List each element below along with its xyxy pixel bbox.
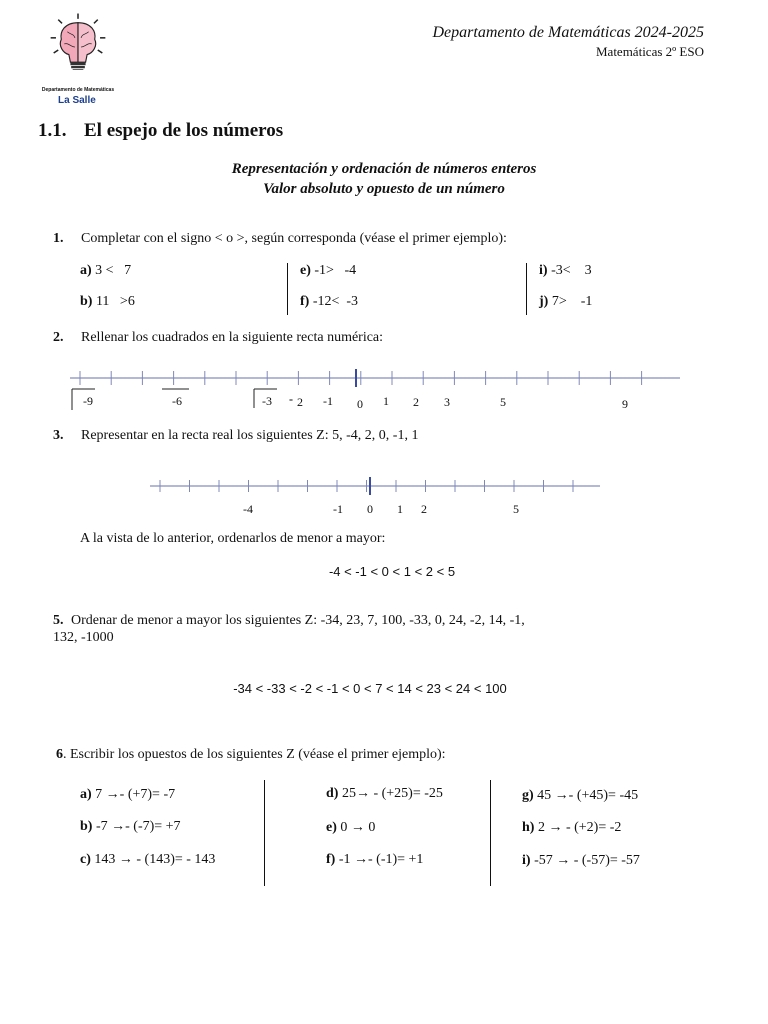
nl2-label-1: 1 (397, 502, 403, 516)
nl1-label-5: 5 (500, 395, 506, 409)
q3-text: Representar en la recta real los siguientes Z: 5, -4, 2, 0, -1, 1 (81, 428, 419, 443)
q6-item-a: a) 7 →- (+7)= -7 (80, 787, 176, 802)
q1-divider-1 (287, 263, 288, 315)
nl2-label-m4: -4 (243, 502, 253, 516)
q1-divider-2 (526, 263, 527, 315)
nl2-label-2: 2 (421, 502, 427, 516)
brain-lightbulb-logo (38, 12, 118, 88)
brand-logo: La Salle (58, 95, 96, 106)
q6-text: . Escribir los opuestos de los siguientes Z (véase el primer ejemplo): (63, 747, 446, 762)
q3-statement (53, 428, 418, 444)
q6-item-d: d) 25→ - (+25)= -25 (326, 786, 443, 801)
nl1-label-m3: -3 (262, 394, 272, 408)
q6-item-f: f) -1 →- (-1)= +1 (326, 852, 424, 867)
q6-item-g: g) 45 →- (+45)= -45 (522, 788, 639, 803)
nl1-label-0: 0 (357, 397, 363, 411)
nl1-label-2: 2 (413, 395, 419, 409)
q6-statement (56, 747, 446, 763)
q5-text-line2: 132, -1000 (53, 630, 114, 645)
q6-item-b: b) -7 →- (-7)= +7 (80, 819, 181, 834)
nl1-label-1: 1 (383, 394, 389, 408)
q2-statement (53, 330, 383, 346)
number-line-1 (0, 360, 768, 420)
q1-item-j: j) 7> -1 (539, 294, 593, 309)
q6-item-e: e) 0 → 0 (326, 820, 376, 835)
subtitle-line1: Representación y ordenación de números enteros (231, 161, 537, 177)
nl1-label-9: 9 (622, 397, 628, 411)
nl1-label-m9: -9 (83, 394, 93, 408)
department-title: Departamento de Matemáticas 2024-2025 (432, 24, 704, 41)
section-heading (38, 120, 283, 142)
q5-number: 5. (53, 613, 64, 628)
subtitle-line2: Valor absoluto y opuesto de un número (263, 181, 505, 197)
nl2-label-m1: -1 (333, 502, 343, 516)
section-number: 1.1. (38, 120, 67, 141)
q1-item-e: e) -1> -4 (300, 263, 357, 278)
q2-number: 2. (53, 330, 64, 345)
q1-item-i: i) -3< 3 (539, 263, 592, 278)
number-line-2 (0, 475, 768, 505)
q6-item-i: i) -57 → - (-57)= -57 (522, 853, 640, 868)
course-label: Matemáticas 2º ESO (595, 44, 704, 59)
nl1-label-dash: - (289, 392, 293, 406)
q6-divider-2 (490, 780, 491, 886)
q6-item-h: h) 2 → - (+2)= -2 (522, 820, 622, 835)
q3-number: 3. (53, 428, 64, 443)
logo-caption: Departamento de Matemáticas (41, 87, 115, 93)
q1-statement (53, 231, 507, 247)
nl2-label-5: 5 (513, 502, 519, 516)
q6-item-c: c) 143 → - (143)= - 143 (80, 852, 216, 867)
nl2-label-0: 0 (367, 502, 373, 516)
q5-statement (53, 613, 525, 629)
q6-number: 6 (56, 747, 63, 762)
q1-item-f: f) -12< -3 (300, 294, 359, 309)
q1-item-a: a) 3 < 7 (80, 263, 132, 278)
q1-text: Completar con el signo < o >, según corresponda (véase el primer ejemplo): (81, 231, 507, 246)
q5-text-line1: Ordenar de menor a mayor los siguientes Z: -34, 23, 7, 100, -33, 0, 24, -2, 14, -1, (71, 613, 525, 628)
q5-answer: -34 < -33 < -2 < -1 < 0 < 7 < 14 < 23 < 24 < 100 (233, 681, 507, 696)
q3-order-prompt: A la vista de lo anterior, ordenarlos de menor a mayor: (80, 531, 386, 546)
q2-text: Rellenar los cuadrados en la siguiente recta numérica: (81, 330, 384, 345)
q3-order-answer: -4 < -1 < 0 < 1 < 2 < 5 (328, 564, 456, 579)
q6-divider-1 (264, 780, 265, 886)
section-title: El espejo de los números (84, 120, 284, 141)
q1-item-b: b) 11 >6 (80, 294, 135, 309)
nl1-label-m6: -6 (172, 394, 182, 408)
nl1-label-3: 3 (444, 395, 450, 409)
nl1-label-2a: 2 (297, 395, 303, 409)
nl1-label-m1: -1 (323, 394, 333, 408)
q1-number: 1. (53, 231, 64, 246)
